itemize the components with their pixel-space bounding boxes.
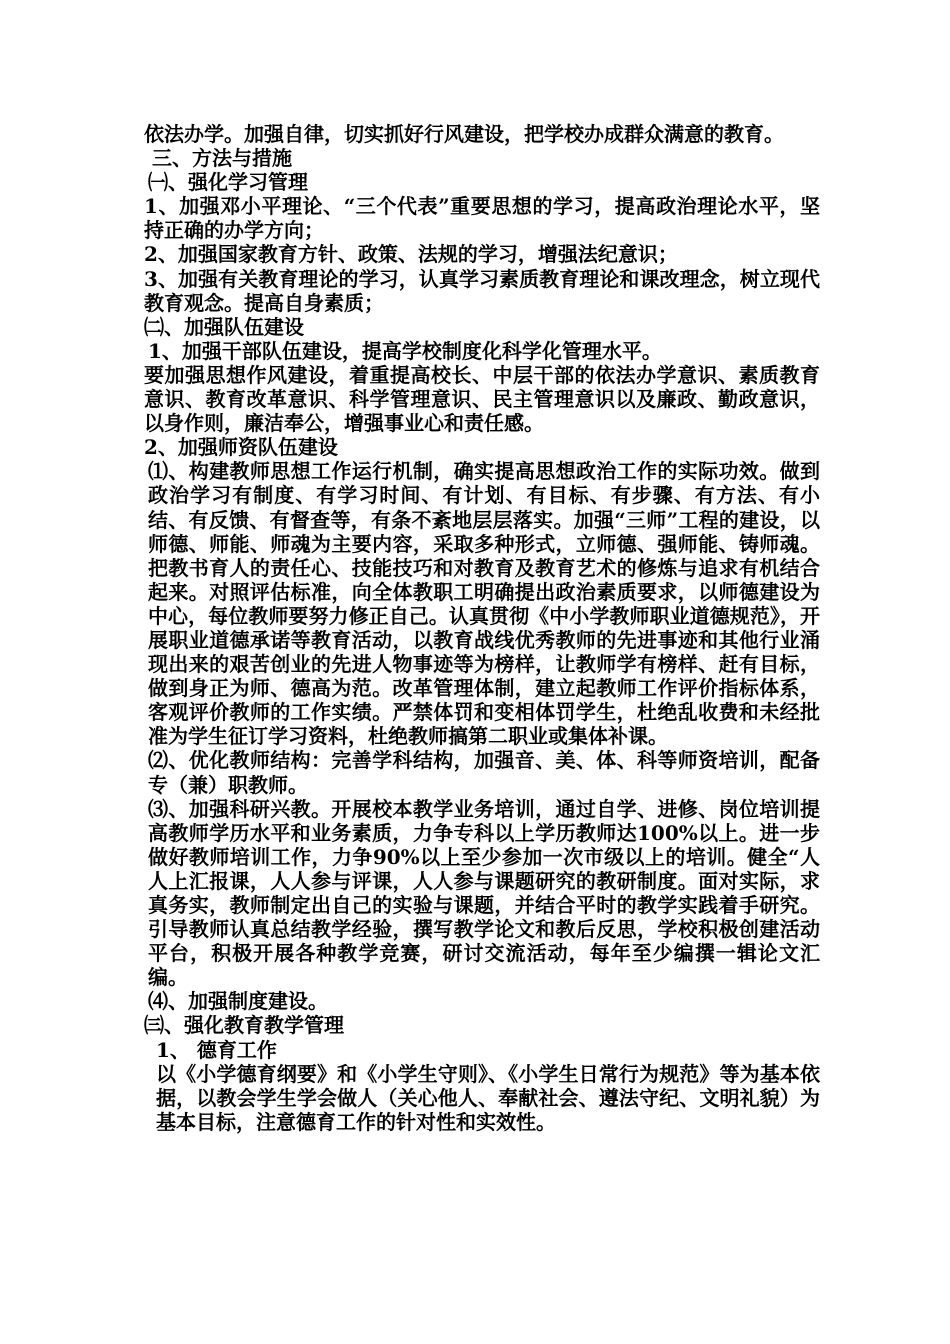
- document-body: [144, 122, 820, 1134]
- list-item-teacher-team: 2、加强师资队伍建设: [144, 435, 338, 460]
- subheading-study-management: ㈠、强化学习管理: [148, 170, 308, 195]
- subheading-teaching-management: ㈢、强化教育教学管理: [144, 1013, 344, 1038]
- paragraph-teacher-ideology: ⑴、构建教师思想工作运行机制，确实提高思想政治工作的实际功效。做到政治学习有制度、有学习时间、有计划、有目标、有步骤、有方法、有小结、有反馈、有督查等，有条不紊地层层落实。加强“三师”工程的建设，以师德、师能、师魂为主要内容，采取多种形式，立师德、强师能、铸师魂。把教书育人的责任心、技能技巧和对教育及教育艺术的修炼与追求有机结合起来。对照评估标准，向全体教职工明确提出政治素质要求，以师德建设为中心，每位教师要努力修正自己。认真贯彻《中小学教师职业道德规范》，开展职业道德承诺等教育活动，以教育战线优秀教师的先进事迹和其他行业涌现出来的艰苦创业的先进人物事迹等为榜样，让教师学有榜样、赶有目标，做到身正为师、德高为范。改革管理体制，建立起教师工作评价指标体系，客观评价教师的工作实绩。严禁体罚和变相体罚学生，杜绝乱收费和未经批准为学生征订学习资料，杜绝教师搞第二职业或集体补课。: [148, 459, 820, 749]
- list-item-study-3: 3、加强有关教育理论的学习，认真学习素质教育理论和课改理念，树立现代教育观念。提高自身素质；: [144, 266, 820, 315]
- list-item-study-1: 1、加强邓小平理论、“三个代表”重要思想的学习，提高政治理论水平，坚持正确的办学方向；: [144, 194, 820, 243]
- paragraph-intro-end: 依法办学。加强自律，切实抓好行风建设，把学校办成群众满意的教育。: [144, 122, 784, 146]
- heading-methods-measures: 三、方法与措施: [152, 146, 292, 171]
- paragraph-teacher-structure: ⑵、优化教师结构：完善学科结构，加强音、美、体、科等师资培训，配备专（兼）职教师。: [148, 748, 820, 797]
- list-item-cadre-team: 1、加强干部队伍建设，提高学校制度化科学化管理水平。: [148, 338, 662, 363]
- list-item-moral-education: 1、 德育工作: [156, 1037, 277, 1062]
- paragraph-research: ⑶、加强科研兴教。开展校本教学业务培训，通过自学、进修、岗位培训提高教师学历水平和业务素质，力争专科以上学历教师达100%以上。进一步做好教师培训工作，力争90%以上至少参加一次市级以上的培训。健全“人人上汇报课，人人参与评课，人人参与课题研究的教研制度。面对实际，求真务实，教师制定出自己的实验与课题，并结合平时的教学实践着手研究。引导教师认真总结教学经验，撰写教学论文和教后反思，学校积极创建活动平台，积极开展各种教学竞赛，研讨交流活动，每年至少编撰一辑论文汇编。: [148, 796, 820, 990]
- paragraph-system-building: ⑷、加强制度建设。: [148, 989, 328, 1014]
- paragraph-cadre-details: 要加强思想作风建设，着重提高校长、中层干部的依法办学意识、素质教育意识、教育改革意识、科学管理意识、民主管理意识以及廉政、勤政意识，以身作则，廉洁奉公，增强事业心和责任感。: [144, 362, 820, 436]
- paragraph-moral-education: 以《小学德育纲要》和《小学生守则》、《小学生日常行为规范》等为基本依据，以教会学生学会做人（关心他人、奉献社会、遵法守纪、文明礼貌）为基本目标，注意德育工作的针对性和实效性。: [156, 1061, 820, 1134]
- list-item-study-2: 2、加强国家教育方针、政策、法规的学习，增强法纪意识；: [144, 242, 678, 267]
- subheading-team-building: ㈡、加强队伍建设: [144, 314, 304, 339]
